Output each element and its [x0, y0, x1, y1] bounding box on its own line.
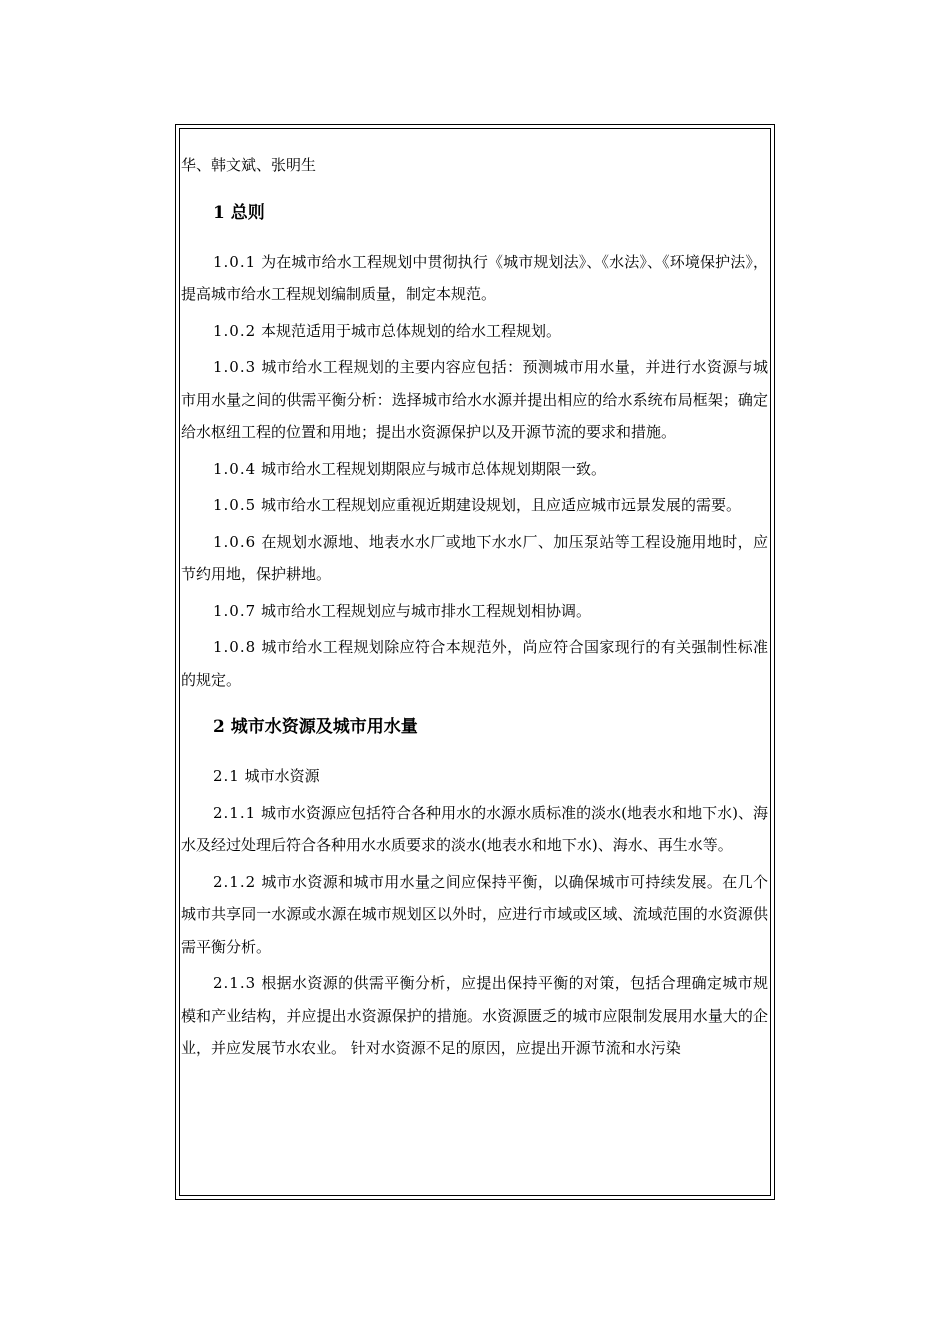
- clause-number: 2.1.2: [213, 872, 257, 891]
- clause-1-0-6: [180, 526, 768, 591]
- clause-text: 本规范适用于城市总体规划的给水工程规划。: [260, 321, 561, 340]
- subsection-2-1: [180, 760, 768, 793]
- page-border-inner: [179, 128, 771, 1196]
- clause-text: 城市水资源和城市用水量之间应保持平衡，以确保城市可持续发展。在几个城市共享同一水源或水源在城市规划区以外时，应进行市域或区域、流域范围的水资源供需平衡分析。: [181, 872, 768, 956]
- clause-text: 根据水资源的供需平衡分析，应提出保持平衡的对策，包括合理确定城市规模和产业结构，并应提出水资源保护的措施。水资源匮乏的城市应限制发展用水量大的企业，并应发展节水农业。 针对水资源不足的原因，应提出开源节流和水污染: [181, 974, 768, 1057]
- subsection-number: 2.1: [213, 767, 240, 785]
- clause-1-0-5: [180, 489, 768, 522]
- clause-text: 在规划水源地、地表水水厂或地下水水厂、加压泵站等工程设施用地时，应节约用地，保护耕地。: [181, 532, 768, 583]
- clause-text: 为在城市给水工程规划中贯彻执行《城市规划法》、《水法》、《环境保护法》，提高城市给水工程规划编制质量，制定本规范。: [181, 252, 768, 303]
- subsection-title: 城市水资源: [244, 767, 320, 785]
- document-body: [180, 149, 768, 1069]
- clause-text: 城市给水工程规划除应符合本规范外，尚应符合国家现行的有关强制性标准的规定。: [181, 638, 768, 689]
- clause-1-0-2: [180, 315, 768, 348]
- clause-text: 城市给水工程规划应重视近期建设规划，且应适应城市远景发展的需要。: [260, 496, 741, 514]
- clause-number: 2.1.1: [213, 803, 257, 822]
- clause-number: 1.0.5: [213, 496, 257, 514]
- clause-number: 2.1.3: [213, 974, 257, 992]
- clause-1-0-8: [180, 631, 768, 696]
- clause-number: 1.0.3: [213, 358, 257, 376]
- clause-number: 1.0.1: [213, 252, 257, 271]
- page-border-outer: [175, 124, 775, 1200]
- clause-2-1-1: [180, 797, 768, 862]
- clause-2-1-3: [180, 967, 768, 1065]
- clause-1-0-3: [180, 351, 768, 449]
- clause-2-1-2: [180, 866, 768, 964]
- clause-number: 1.0.7: [213, 601, 257, 620]
- clause-text: 城市给水工程规划的主要内容应包括：预测城市用水量，并进行水资源与城市用水量之间的供需平衡分析：选择城市给水水源并提出相应的给水系统布局框架；确定给水枢纽工程的位置和用地；提出水资源保护以及开源节流的要求和措施。: [181, 358, 768, 441]
- clause-text: 城市给水工程规划期限应与城市总体规划期限一致。: [260, 459, 606, 478]
- clause-text: 城市给水工程规划应与城市排水工程规划相协调。: [260, 601, 591, 620]
- section-heading-1: 1 总则: [213, 202, 265, 223]
- continuation-line: 华、韩文斌、张明生: [181, 156, 317, 174]
- clause-number: 1.0.6: [213, 532, 257, 551]
- clause-1-0-1: [180, 246, 768, 311]
- clause-1-0-4: [180, 453, 768, 486]
- clause-number: 1.0.2: [213, 321, 257, 340]
- section-heading-2: 2 城市水资源及城市用水量: [213, 717, 418, 737]
- clause-number: 1.0.4: [213, 459, 257, 478]
- clause-number: 1.0.8: [213, 638, 257, 656]
- clause-1-0-7: [180, 595, 768, 628]
- clause-text: 城市水资源应包括符合各种用水的水源水质标准的淡水(地表水和地下水)、海水及经过处理后符合各种用水水质要求的淡水(地表水和地下水)、海水、再生水等。: [181, 803, 768, 854]
